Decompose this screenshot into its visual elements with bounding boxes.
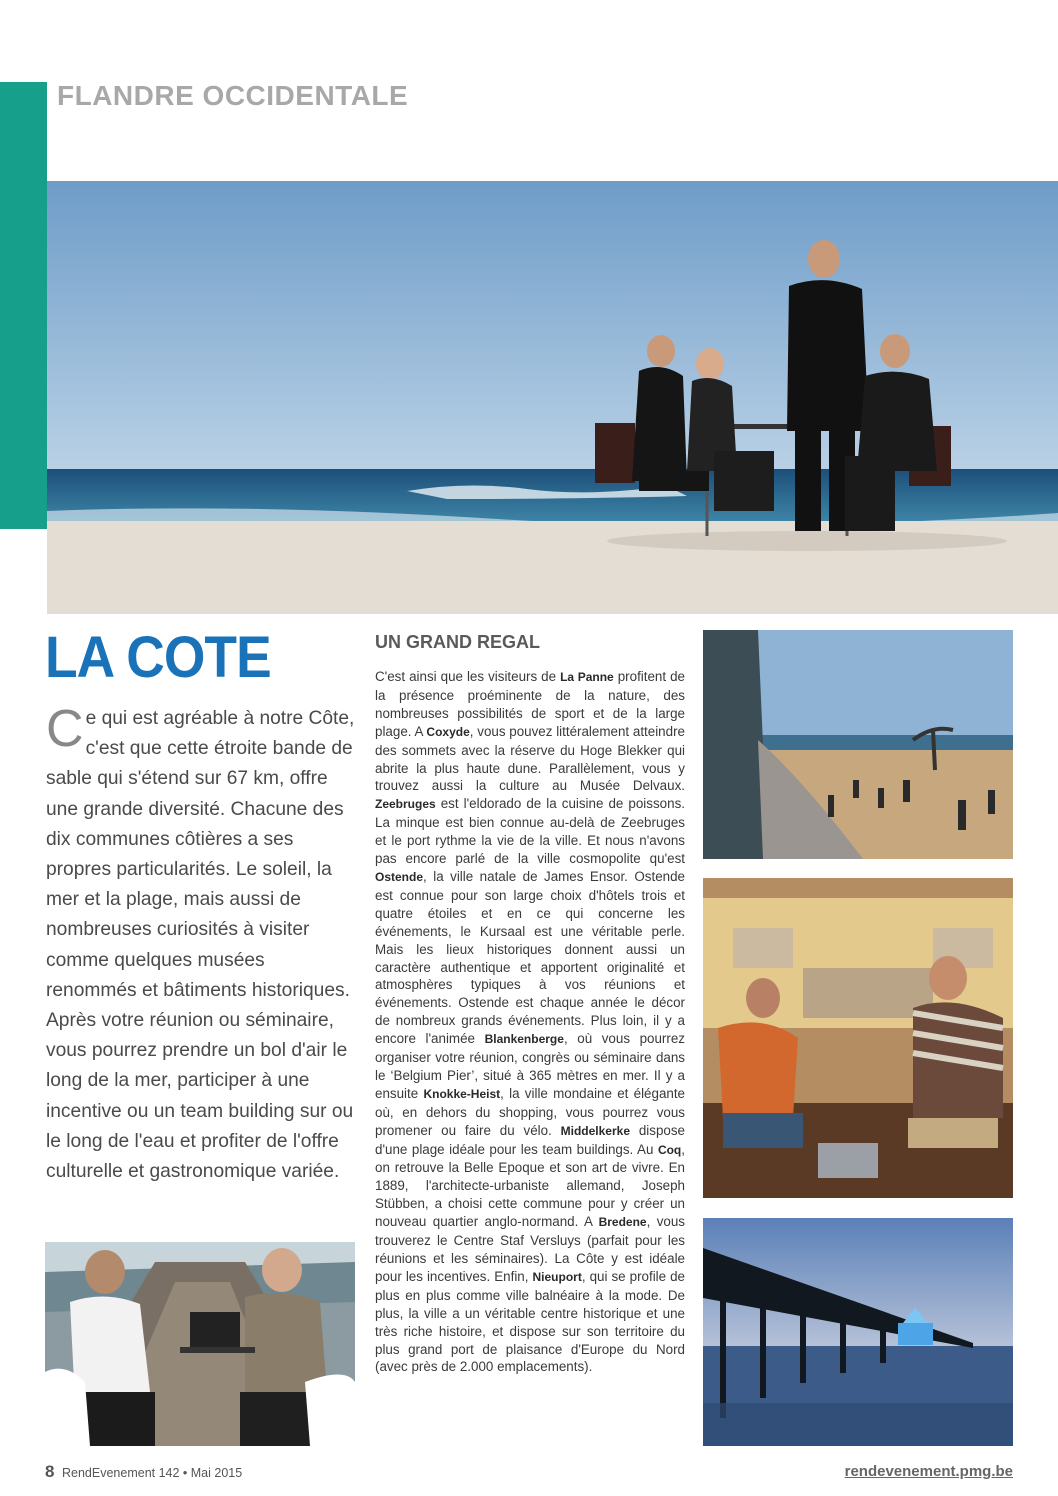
place-name: Middelkerke bbox=[560, 1123, 630, 1138]
place-name: Zeebruges bbox=[375, 797, 436, 812]
place-name: Blankenberge bbox=[484, 1032, 564, 1047]
place-name: La Panne bbox=[560, 670, 614, 684]
intro-paragraph bbox=[46, 700, 358, 1187]
magazine-issue: RendEvenement 142 • Mai 2015 bbox=[62, 1466, 243, 1480]
body-text-segment: dispose d'une plage idéale pour les team buildings. Au bbox=[375, 1122, 685, 1157]
body-text-segment: , où vous pourrez organiser votre réunion, congrès ou séminaire dans le ‘Belgium Pier’, situé à 365 mètres en mer. Il y a ensuite bbox=[375, 1031, 685, 1101]
body-text-segment: , qui se profile de plus en plus comme ville balnéaire à la mode. De plus, la ville a un véritable centre historique et une très riche histoire, et dispose sur son territoire du plus grand port de plaisance d'Europe du Nord (avec près de 2.000 emplacements). bbox=[375, 1268, 686, 1375]
article-body bbox=[375, 668, 685, 1376]
place-name: Coxyde bbox=[426, 724, 470, 739]
body-text-segment: profitent de la présence proéminente de la nature, des nombreuses possibilités de sport et de la large plage. A bbox=[375, 669, 685, 739]
photo-museum bbox=[703, 878, 1013, 1198]
body-text-segment: , vous trouverez le Centre Staf Versluys (parfait pour les réunions et les séminaires). La Côte y est idéale pour les incentives. Enfin, bbox=[375, 1214, 685, 1284]
place-name: Ostende bbox=[375, 869, 424, 884]
body-text-segment: est l'eldorado de la cuisine de poissons. La minque est bien connue au-delà de Zeebruges et le port rythme la vie de la ville. Et nous n'avons pas encore parlé de la ville cosmopolite qu'est bbox=[375, 796, 685, 867]
body-text-segment: C'est ainsi que les visiteurs de bbox=[375, 669, 561, 684]
body-text-segment: , on retrouve la Belle Epoque et son art de vivre. En 1889, l'architecte-urbaniste allemand, Joseph Stübben, a choisi cette commune pour y créer un nouveau quartier anglo-normand. A bbox=[375, 1141, 685, 1230]
intro-text: e qui est agréable à notre Côte, c'est que cette étroite bande de sable qui s'étend sur 67 km, offre une grande diversité. Chacune des dix communes côtières a ses propres particularités. Le soleil, la mer et la plage, mais aussi de nombreuses curiosités à visiter comme quelques musées renommés et bâtiments historiques. Après votre réunion ou séminaire, vous pourrez prendre un bol d'air le long de la mer, participer à une incentive ou un team building sur ou le long de l'eau et profiter de l'offre culturelle et gastronomique variée. bbox=[46, 708, 355, 1183]
place-name: Bredene bbox=[598, 1215, 647, 1230]
photo-pier-night bbox=[703, 1218, 1013, 1446]
website-link[interactable]: rendevenement.pmg.be bbox=[844, 1463, 1013, 1480]
body-text-segment: , la ville mondaine et élégante où, en dehors du shopping, vous pourrez vous promener ou faire du vélo. bbox=[375, 1085, 686, 1138]
article-title: LA COTE bbox=[45, 625, 271, 690]
place-name: Nieuport bbox=[532, 1269, 582, 1284]
place-name: Coq bbox=[657, 1142, 682, 1157]
section-subheading: UN GRAND REGAL bbox=[375, 632, 540, 652]
hero-photo-beach-meeting bbox=[47, 181, 1058, 614]
page-number: 8 bbox=[45, 1462, 55, 1481]
drop-cap: C bbox=[46, 700, 84, 758]
body-text-segment: , la ville natale de James Ensor. Ostende est connue pour son large choix d'hôtels trois et quatre étoiles et en ce qui concerne les événements, le Kursaal est une véritable perle. Mais les lieux historiques donnent aussi un caractère authentique et apportent originalité et atmosphères typiques à vos réunions et événements. Ostende est chaque année le décor de nombreux grands événements. Plus loin, il y a encore l'animée bbox=[375, 868, 685, 1047]
photo-promenade bbox=[703, 630, 1013, 859]
place-name: Knokke-Heist bbox=[423, 1086, 501, 1101]
photo-laptop-meeting bbox=[45, 1242, 355, 1446]
accent-bar bbox=[0, 82, 47, 529]
body-text-segment: , vous pouvez littéralement atteindre des sommets avec la réserve du Hoge Blekker qui abrite la plus haute dune. Parallèlement, vous y trouvez aussi la culture au Musée Delvaux. bbox=[375, 723, 685, 794]
section-title: FLANDRE OCCIDENTALE bbox=[57, 80, 409, 111]
